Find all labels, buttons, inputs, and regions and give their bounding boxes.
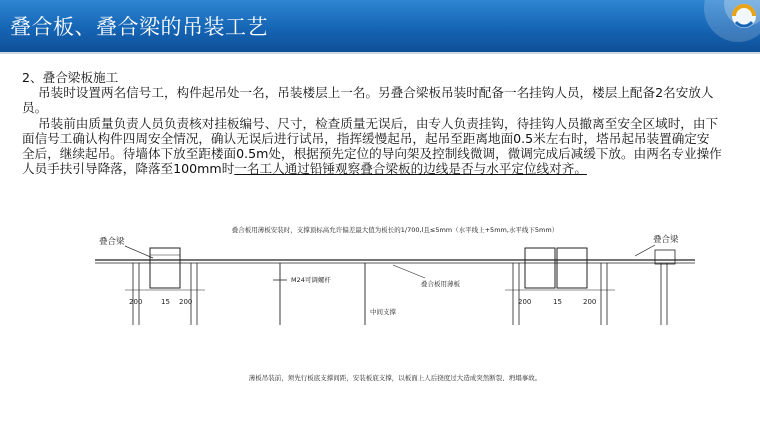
installation-diagram [95, 220, 695, 410]
paragraph-1 [22, 85, 722, 115]
right-dim-1: 200 [518, 298, 532, 306]
left-dim-3: 200 [179, 298, 193, 306]
paragraph-2-text: 吊装前由质量负责人员负责核对挂板编号、尺寸，检查质量无误后，由专人负责挂钩，待挂钩人员撤离至安全区域时，由下面信号工确认构件四周安全情况，确认无误后进行试吊，指挥缓慢起吊，起吊至距离地面0.5米左右时，塔吊起吊装置确定安全后，继续起吊。待墙体下放至距楼面0.5m处，根据预先定位的导向架及控制线微调，微调完成后减缓下放。由两名专业操作人员手扶引导降落，降落至100mm时 [22, 115, 722, 177]
diagram-top-note: 叠合板用薄板安装时，支撑顶标高允许偏差最大值为板长的1/700,l且≤5mm（水平线上+5mm,水平线下5mm） [231, 226, 559, 234]
paragraph-2 [22, 116, 722, 177]
paragraph-1-text: 吊装时设置两名信号工，构件起吊处一名，吊装楼层上一名。另叠合梁板吊装时配备一名挂钩人员，楼层上配备2名安放人员。 [22, 85, 714, 116]
body-text [22, 70, 722, 176]
right-dim-2: 15 [553, 298, 562, 306]
header-decoration-logo [620, 0, 760, 52]
left-dim-1: 200 [129, 298, 143, 306]
diagram-bottom-note: 薄板吊装前，须先行板底支撑间距，安装板底支撑，以板面上人后挠度过大造成突然断裂、坍塌事故。 [248, 374, 542, 382]
header-divider [0, 52, 760, 54]
title-bar [0, 0, 760, 52]
right-beam-label: 叠合梁 [653, 235, 679, 245]
section-heading: 2、叠合梁板施工 [22, 70, 119, 85]
right-dim-3: 200 [583, 298, 597, 306]
board-label: 叠合板用薄板 [421, 280, 460, 288]
adjust-rod-label: M24可调螺杆 [291, 276, 331, 284]
mid-support-label: 中间支撑 [370, 308, 396, 316]
left-dim-2: 15 [161, 298, 170, 306]
page-title: 叠合板、叠合梁的吊装工艺 [10, 15, 268, 39]
left-beam-label: 叠合梁 [99, 237, 125, 247]
paragraph-2-underlined: 一名工人通过铅锤观察叠合梁板的边线是否与水平定位线对齐。 [234, 161, 587, 177]
